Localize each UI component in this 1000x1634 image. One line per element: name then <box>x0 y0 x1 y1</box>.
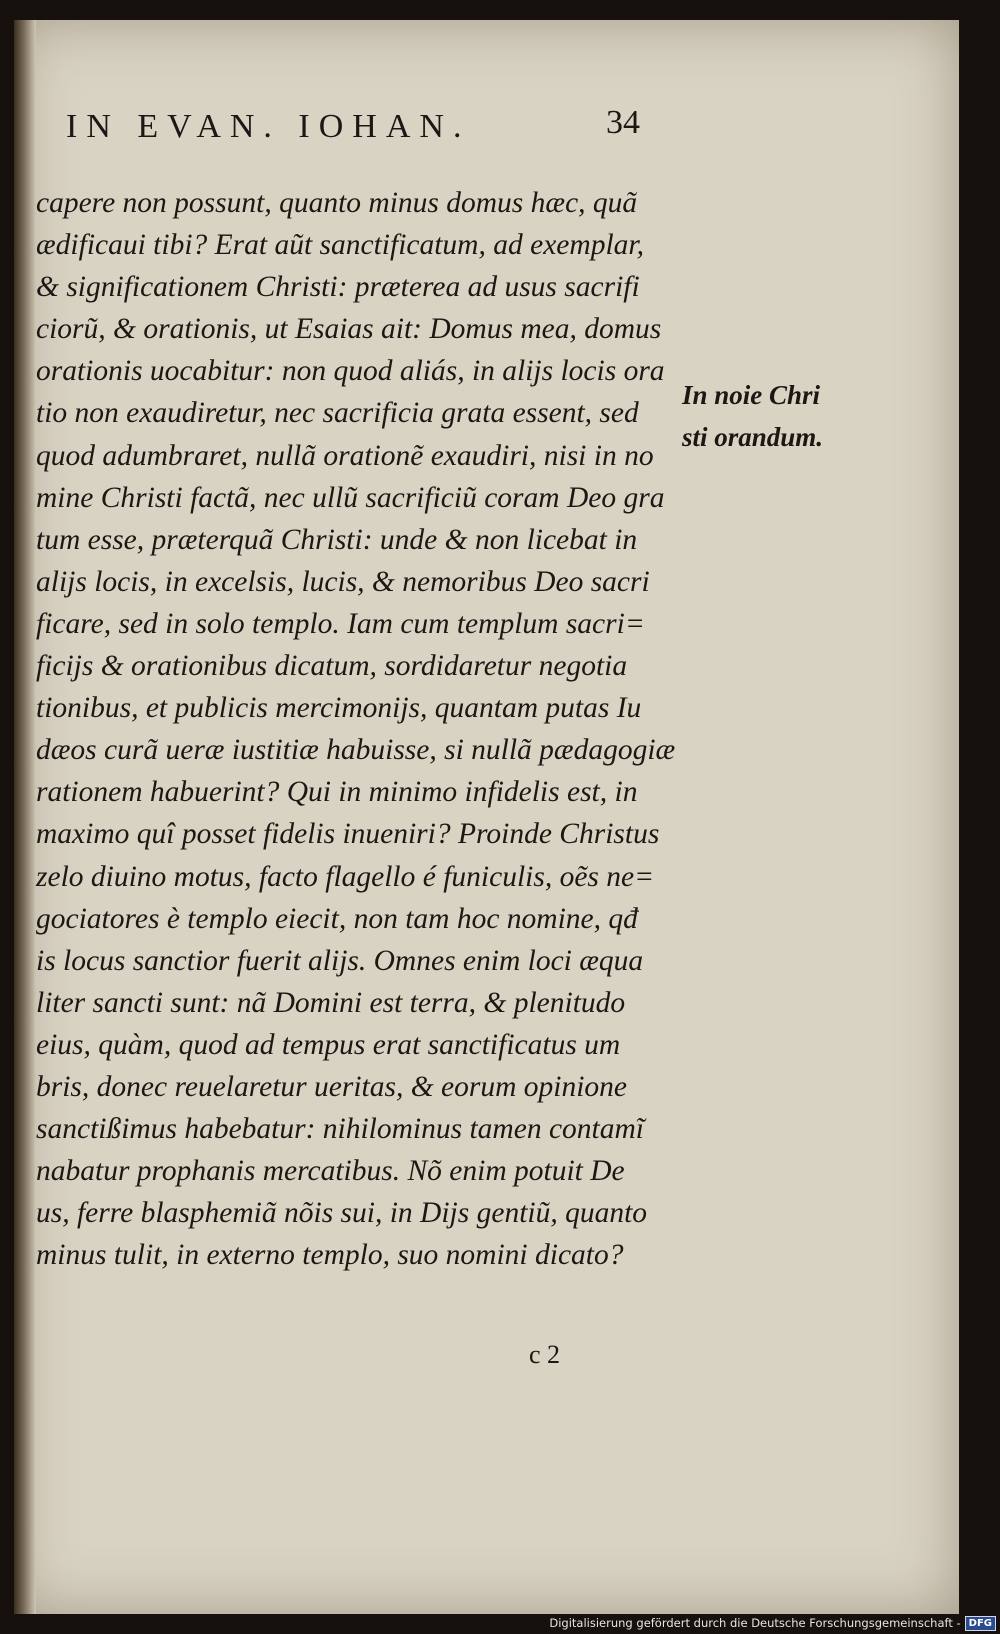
text-line: liter sancti sunt: nã Domini est terra, & plenitudo <box>36 986 626 1019</box>
text-line: eius, quàm, quod ad tempus erat sanctificatus um <box>36 1028 621 1061</box>
text-line: bris, donec reuelaretur ueritas, & eorum opinione <box>36 1070 628 1103</box>
text-line: orationis uocabitur: non quod aliás, in alijs locis ora <box>36 355 665 388</box>
marginal-note-line: sti orandum. <box>682 422 824 453</box>
text-line: tio non exaudiretur, nec sacrificia grata essent, sed <box>36 397 639 430</box>
text-line: sanctißimus habebatur: nihilominus tamen contamĩ <box>36 1113 644 1146</box>
text-line: tum esse, præterquã Christi: unde & non licebat in <box>36 523 638 556</box>
dfg-logo-icon: DFG <box>965 1616 996 1631</box>
credit-text: Digitalisierung gefördert durch die Deutsche Forschungsgemeinschaft - <box>549 1616 961 1630</box>
text-line: ciorũ, & orationis, ut Esaias ait: Domus mea, domus <box>36 313 662 346</box>
text-line: rationem habuerint? Qui in minimo infidelis est, in <box>36 776 638 809</box>
text-line: is locus sanctior fuerit alijs. Omnes enim loci æqua <box>36 944 644 977</box>
text-line: ficijs & orationibus dicatum, sordidaretur negotia <box>36 650 628 683</box>
text-line: tionibus, et publicis mercimonijs, quantam putas Iu <box>36 692 642 725</box>
text-line: & significationem Christi: præterea ad usus sacrifi <box>36 271 640 304</box>
marginal-note-line: In noie Chri <box>682 380 821 410</box>
body-text-block <box>36 182 676 1276</box>
text-line: minus tulit, in externo templo, suo nomini dicato? <box>36 1239 624 1272</box>
text-line: maximo quî posset fidelis inueniri? Proinde Christus <box>36 818 660 851</box>
text-line: nabatur prophanis mercatibus. Nõ enim potuit De <box>36 1155 625 1188</box>
marginal-note <box>682 376 852 460</box>
book-page <box>14 20 959 1614</box>
running-header-title: IN EVAN. IOHAN. <box>66 108 471 145</box>
signature-mark: c 2 <box>529 1340 561 1369</box>
page-binding-shadow <box>14 20 36 1614</box>
digitization-credit <box>549 1614 996 1632</box>
text-line: ædificaui tibi? Erat aũt sanctificatum, ad exemplar, <box>36 229 644 262</box>
text-line: alijs locis, in excelsis, lucis, & nemoribus Deo sacri <box>36 565 650 598</box>
text-line: dæos curã ueræ iustitiæ habuisse, si nullã pædagogiæ <box>36 734 676 767</box>
text-line: quod adumbraret, nullã orationẽ exaudiri, nisi in no <box>36 439 654 472</box>
text-line: us, ferre blasphemiã nõis sui, in Dijs gentiũ, quanto <box>36 1197 648 1230</box>
folio-number: 34 <box>606 104 640 141</box>
text-line: capere non possunt, quanto minus domus hæc, quã <box>36 187 638 219</box>
text-line: gociatores è templo eiecit, non tam hoc nomine, qđ <box>36 902 638 935</box>
text-line: mine Christi factã, nec ullũ sacrificiũ coram Deo gra <box>36 481 665 514</box>
text-line: zelo diuino motus, facto flagello é funiculis, oẽs ne= <box>36 860 655 893</box>
running-header <box>66 104 646 146</box>
text-line: ficare, sed in solo templo. Iam cum templum sacri= <box>36 607 645 640</box>
